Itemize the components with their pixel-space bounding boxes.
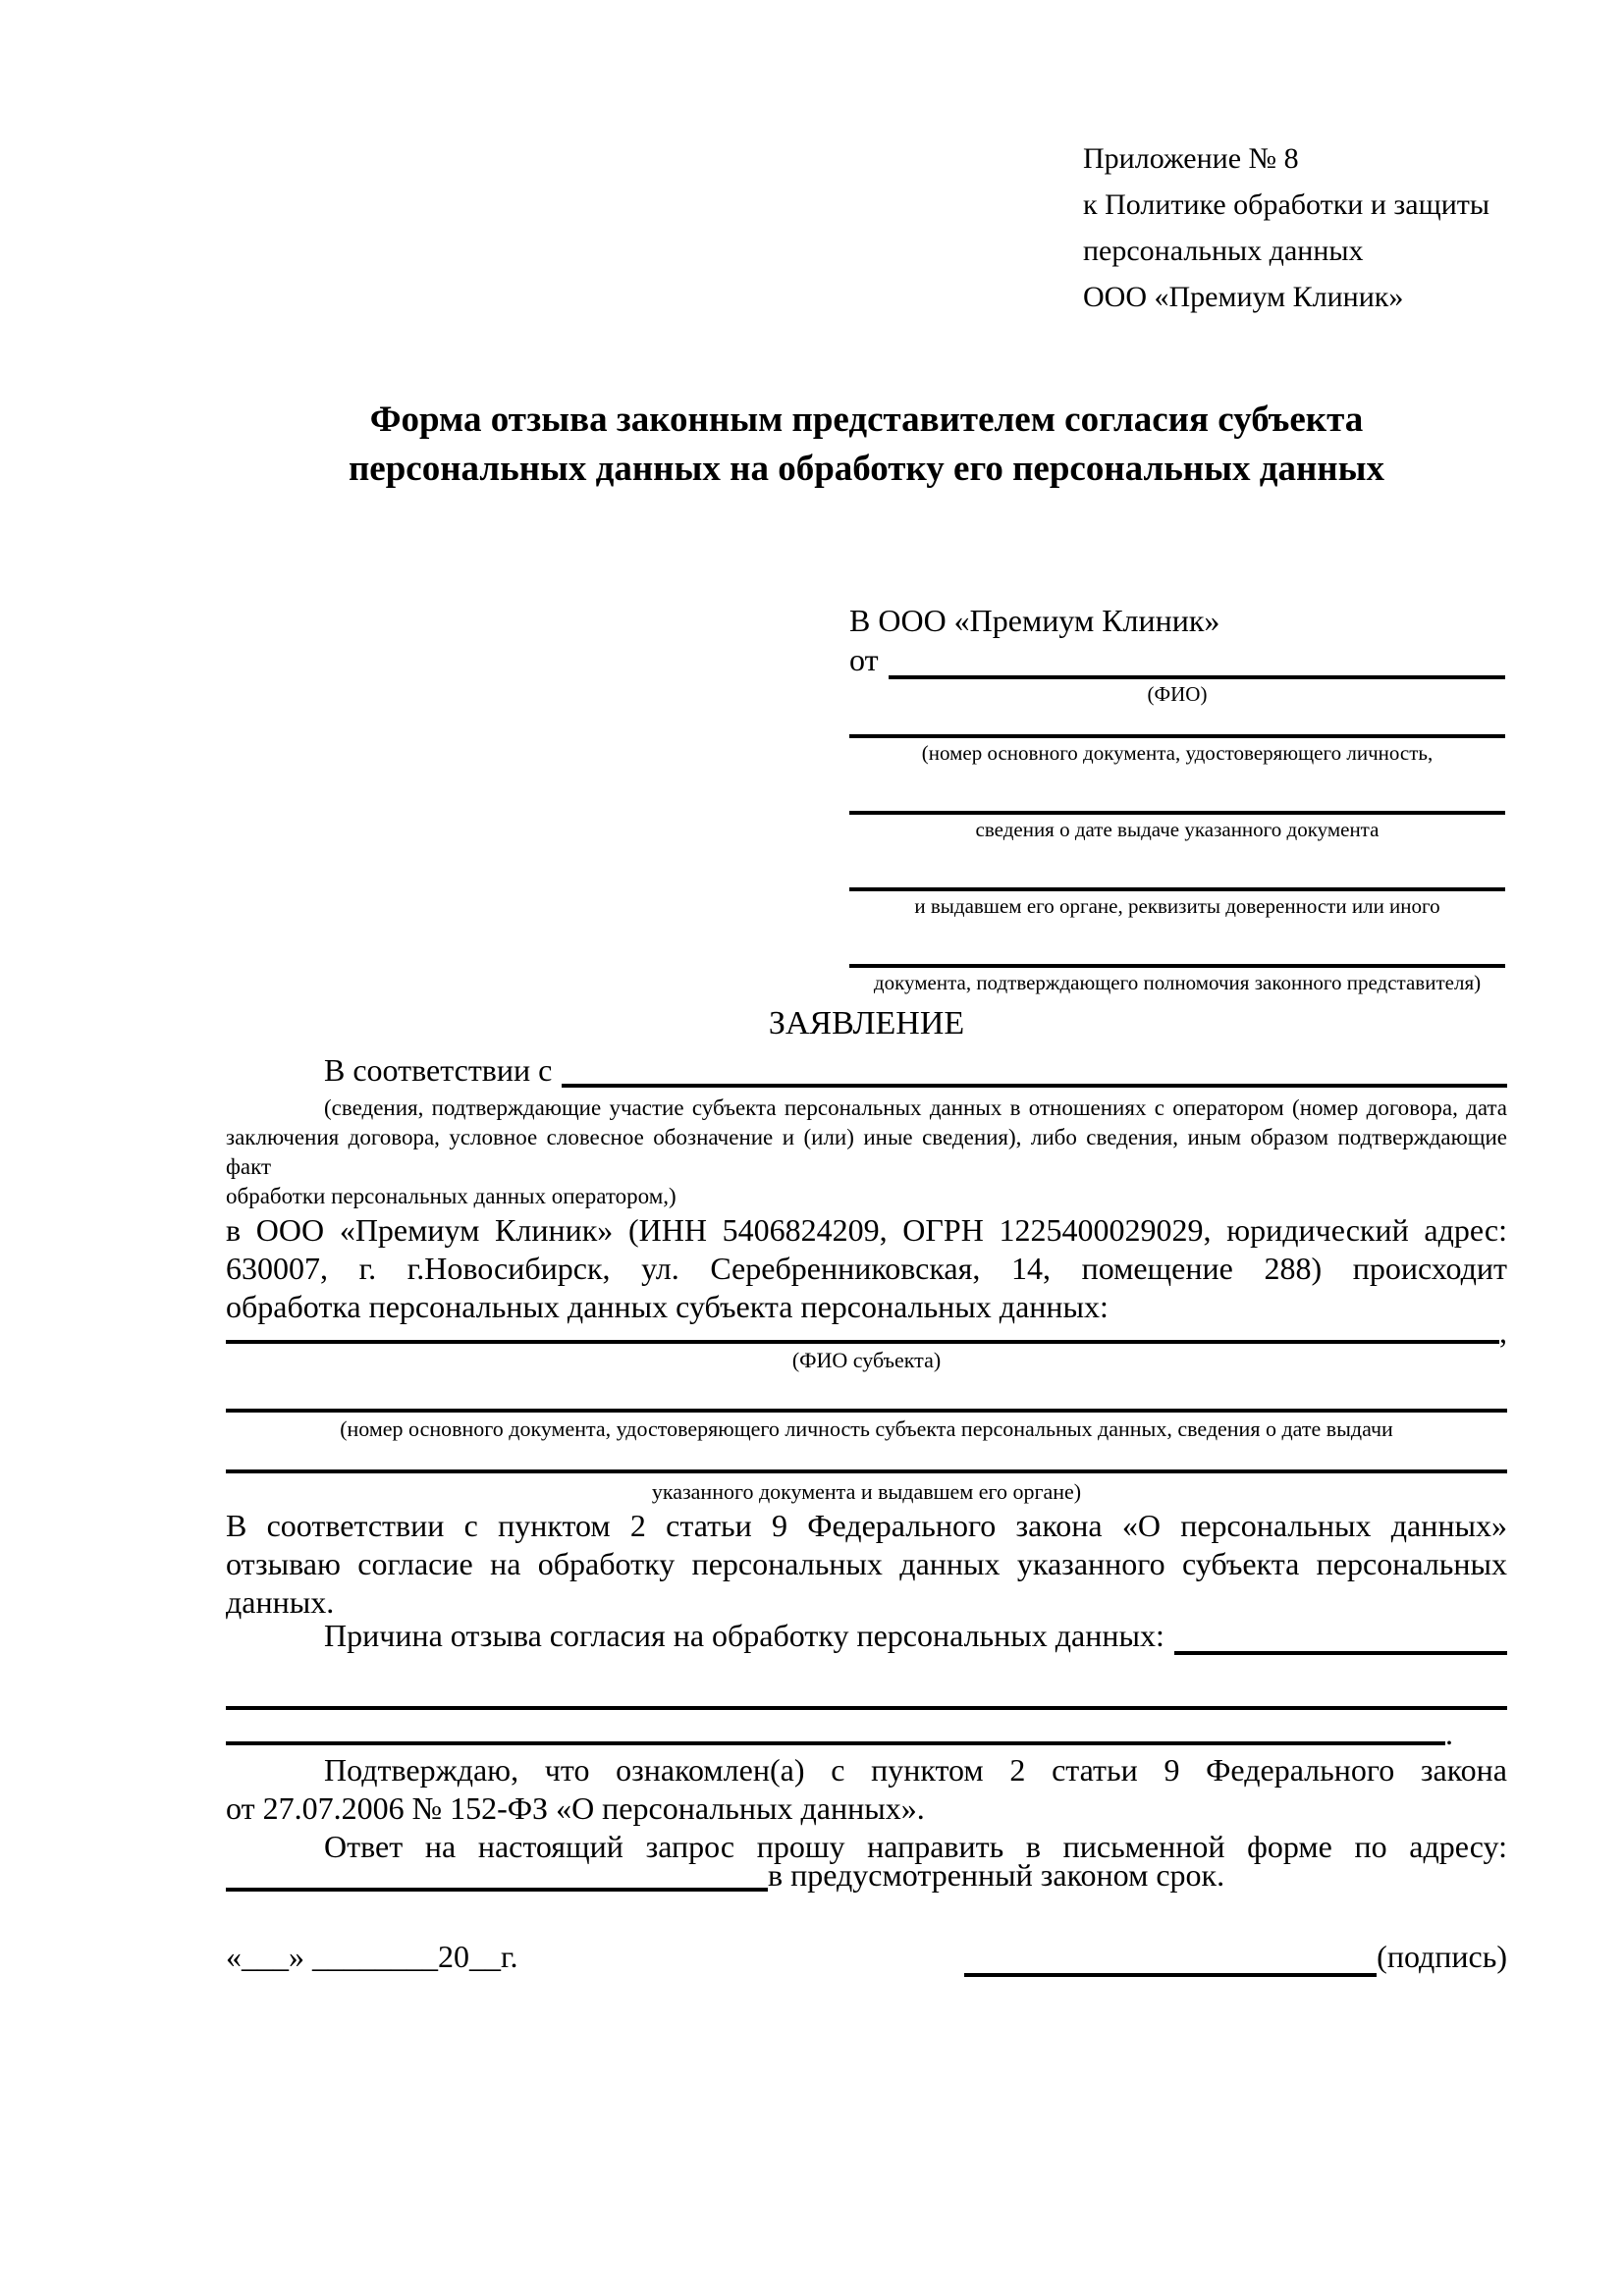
withdrawal-line-1: В соответствии с пунктом 2 статьи 9 Федерального закона «О персональных данных»	[226, 1508, 1507, 1543]
reason-blank-line-2	[226, 1667, 1507, 1710]
blank-line	[849, 868, 1505, 891]
subject-doc-caption-1: (номер основного документа, удостоверяющего личность субъекта персональных данных, сведения о дате выдачи	[340, 1416, 1393, 1441]
intro-caption-line-2: заключения договора, условное словесное обозначение и (или) иные сведения), либо сведения, иным образом подтверждающие факт	[226, 1125, 1507, 1179]
operator-paragraph	[226, 1211, 1507, 1326]
confirmation-paragraph	[226, 1751, 1507, 1828]
blank-caption-1: (номер основного документа, удостоверяющего личность,	[921, 741, 1434, 765]
reason-blank-suffix: .	[1445, 1716, 1453, 1751]
subject-fio-caption: (ФИО субъекта)	[791, 1348, 942, 1372]
reply-address-blank-line	[226, 1866, 768, 1892]
operator-line-1: в ООО «Премиум Клиник» (ИНН 5406824209, ОГРН 1225400029029, юридический адрес:	[226, 1212, 1507, 1248]
subject-fio-suffix: ,	[1499, 1314, 1507, 1350]
document-title	[226, 396, 1507, 494]
intro-caption-line-1: (сведения, подтверждающие участие субъекта персональных данных в отношениях с оператором (номер договора, дата	[324, 1095, 1507, 1120]
title-line-1: Форма отзыва законным представителем согласия субъекта	[369, 400, 1364, 440]
reason-row	[226, 1616, 1507, 1655]
reply-request-line: Ответ на настоящий запрос прошу направить в письменной форме по адресу:	[324, 1829, 1507, 1864]
confirmation-line-2: от 27.07.2006 № 152-ФЗ «О персональных данных».	[226, 1790, 925, 1826]
intro-caption	[226, 1094, 1507, 1211]
intro-blank-line	[562, 1054, 1507, 1088]
blank-caption-3: и выдавшем его органе, реквизиты доверенности или иного	[914, 894, 1440, 918]
intro-row	[226, 1052, 1507, 1088]
signature-blank-line	[964, 1944, 1377, 1977]
withdrawal-line-2: отзываю согласие на обработку персональных данных указанного субъекта персональных	[226, 1546, 1507, 1581]
confirmation-line-1: Подтверждаю, что ознакомлен(а) с пунктом 2 статьи 9 Федерального закона	[324, 1752, 1507, 1788]
operator-line-3: обработка персональных данных субъекта персональных данных:	[226, 1289, 1109, 1324]
statement-heading: ЗАЯВЛЕНИЕ	[768, 1005, 965, 1041]
reason-blank-line	[1174, 1622, 1507, 1655]
addressee-from-row	[849, 640, 1505, 679]
representative-doc-blank-3	[849, 868, 1505, 919]
appendix-header	[1083, 135, 1489, 320]
date-blank-line: «___» ________20__г.	[226, 1939, 518, 1974]
from-blank-line	[889, 646, 1505, 679]
representative-doc-blank-1	[849, 715, 1505, 766]
appendix-policy-line-2: персональных данных	[1083, 235, 1364, 267]
signature-caption: (подпись)	[1377, 1939, 1507, 1974]
blank-caption-2: сведения о дате выдаче указанного документа	[975, 818, 1380, 841]
blank-line	[849, 791, 1505, 815]
intro-caption-line-3: обработки персональных данных оператором,)	[226, 1184, 677, 1208]
from-label: от	[849, 642, 879, 677]
operator-line-2: 630007, г. г.Новосибирск, ул. Серебренниковская, 14, помещение 288) происходит	[226, 1251, 1507, 1286]
representative-doc-blank-4	[849, 944, 1505, 995]
reply-address-row	[226, 1857, 1507, 1893]
title-line-2: персональных данных на обработку его персональных данных	[348, 449, 1384, 489]
signature-row	[964, 1936, 1507, 1977]
reason-blank-row-3	[226, 1710, 1507, 1751]
representative-doc-blank-2	[849, 791, 1505, 842]
blank-caption-4: документа, подтверждающего полномочия законного представителя)	[873, 971, 1482, 994]
addressee-block	[849, 601, 1505, 995]
addressee-to: В ООО «Премиум Клиник»	[849, 603, 1220, 638]
reply-suffix: в предусмотренный законом срок.	[768, 1857, 1225, 1893]
withdrawal-line-3: данных.	[226, 1584, 335, 1620]
blank-line	[849, 944, 1505, 968]
fio-caption: (ФИО)	[1147, 682, 1208, 706]
intro-label: В соответствии с	[324, 1052, 553, 1088]
blank-line	[849, 715, 1505, 738]
reason-label: Причина отзыва согласия на обработку персональных данных:	[324, 1618, 1164, 1653]
subject-fio-blank-line	[226, 1326, 1499, 1344]
subject-doc-blank-line-1	[226, 1373, 1507, 1413]
appendix-company: ООО «Премиум Клиник»	[1083, 281, 1404, 313]
appendix-number: Приложение № 8	[1083, 142, 1299, 175]
statement-body	[226, 1003, 1507, 1892]
document-footer	[226, 1936, 1507, 1977]
appendix-policy-line-1: к Политике обработки и защиты	[1083, 188, 1490, 221]
reason-blank-line-3	[226, 1710, 1445, 1745]
subject-doc-caption-2: указанного документа и выдавшем его органе)	[651, 1479, 1082, 1504]
withdrawal-paragraph	[226, 1507, 1507, 1622]
